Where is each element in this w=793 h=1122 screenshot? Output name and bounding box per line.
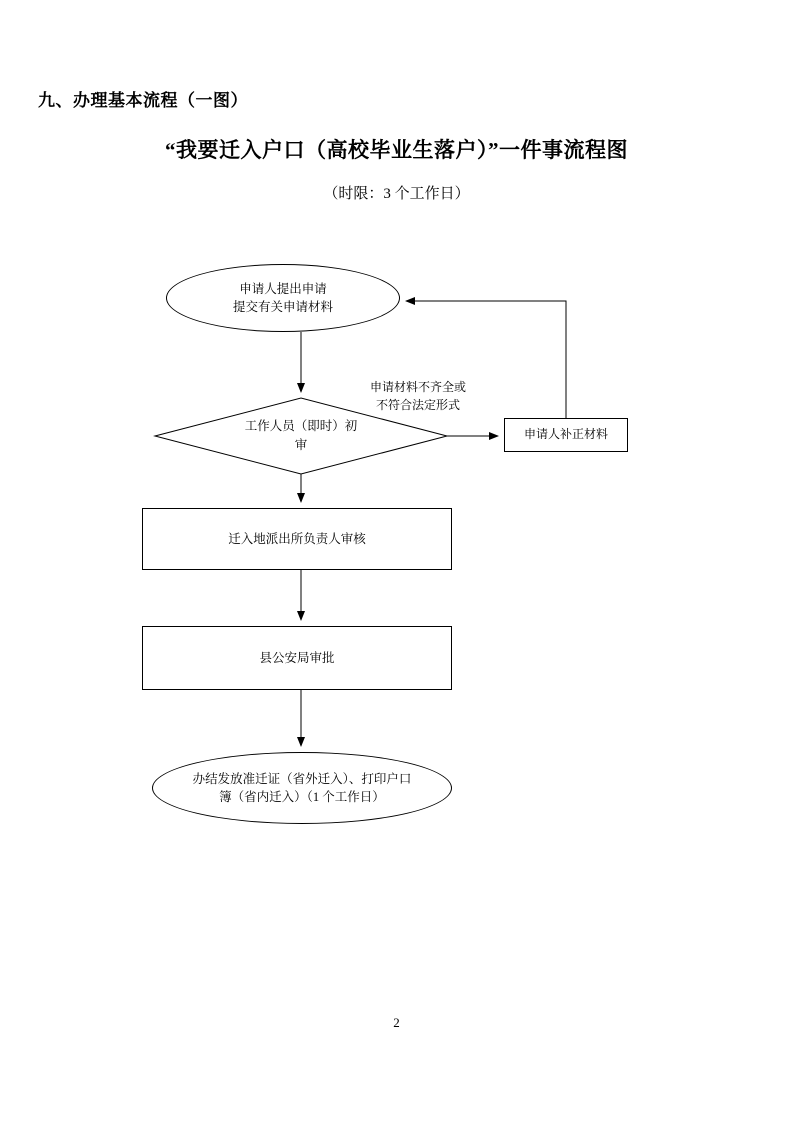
node-start [166,264,400,332]
node-end-line1: 办结发放准迁证（省外迁入）、打印户口 [192,771,412,786]
node-decision-line2: 审 [294,438,308,452]
node-decision-line1: 工作人员（即时）初 [244,419,358,434]
section-heading: 九、办理基本流程（一图） [38,91,248,110]
node-end [152,752,452,824]
edge-label-reject-line2: 不符合法定形式 [376,398,461,412]
edge-label-reject [370,378,466,414]
node-start-line2: 提交有关申请材料 [232,300,333,314]
node-end-line2: 簿（省内迁入）（1 个工作日） [219,790,385,804]
page-subtitle: （时限：3 个工作日） [323,186,470,202]
edge-label-reject-line1: 申请材料不齐全或 [370,380,467,394]
node-supplement: 申请人补正材料 [504,418,628,452]
page-number: 2 [393,1015,400,1030]
node-start-line1: 申请人提出申请 [239,281,327,296]
node-approve: 县公安局审批 [142,626,452,690]
node-review: 迁入地派出所负责人审核 [142,508,452,570]
page-title: “我要迁入户口（高校毕业生落户）”一件事流程图 [165,138,628,162]
